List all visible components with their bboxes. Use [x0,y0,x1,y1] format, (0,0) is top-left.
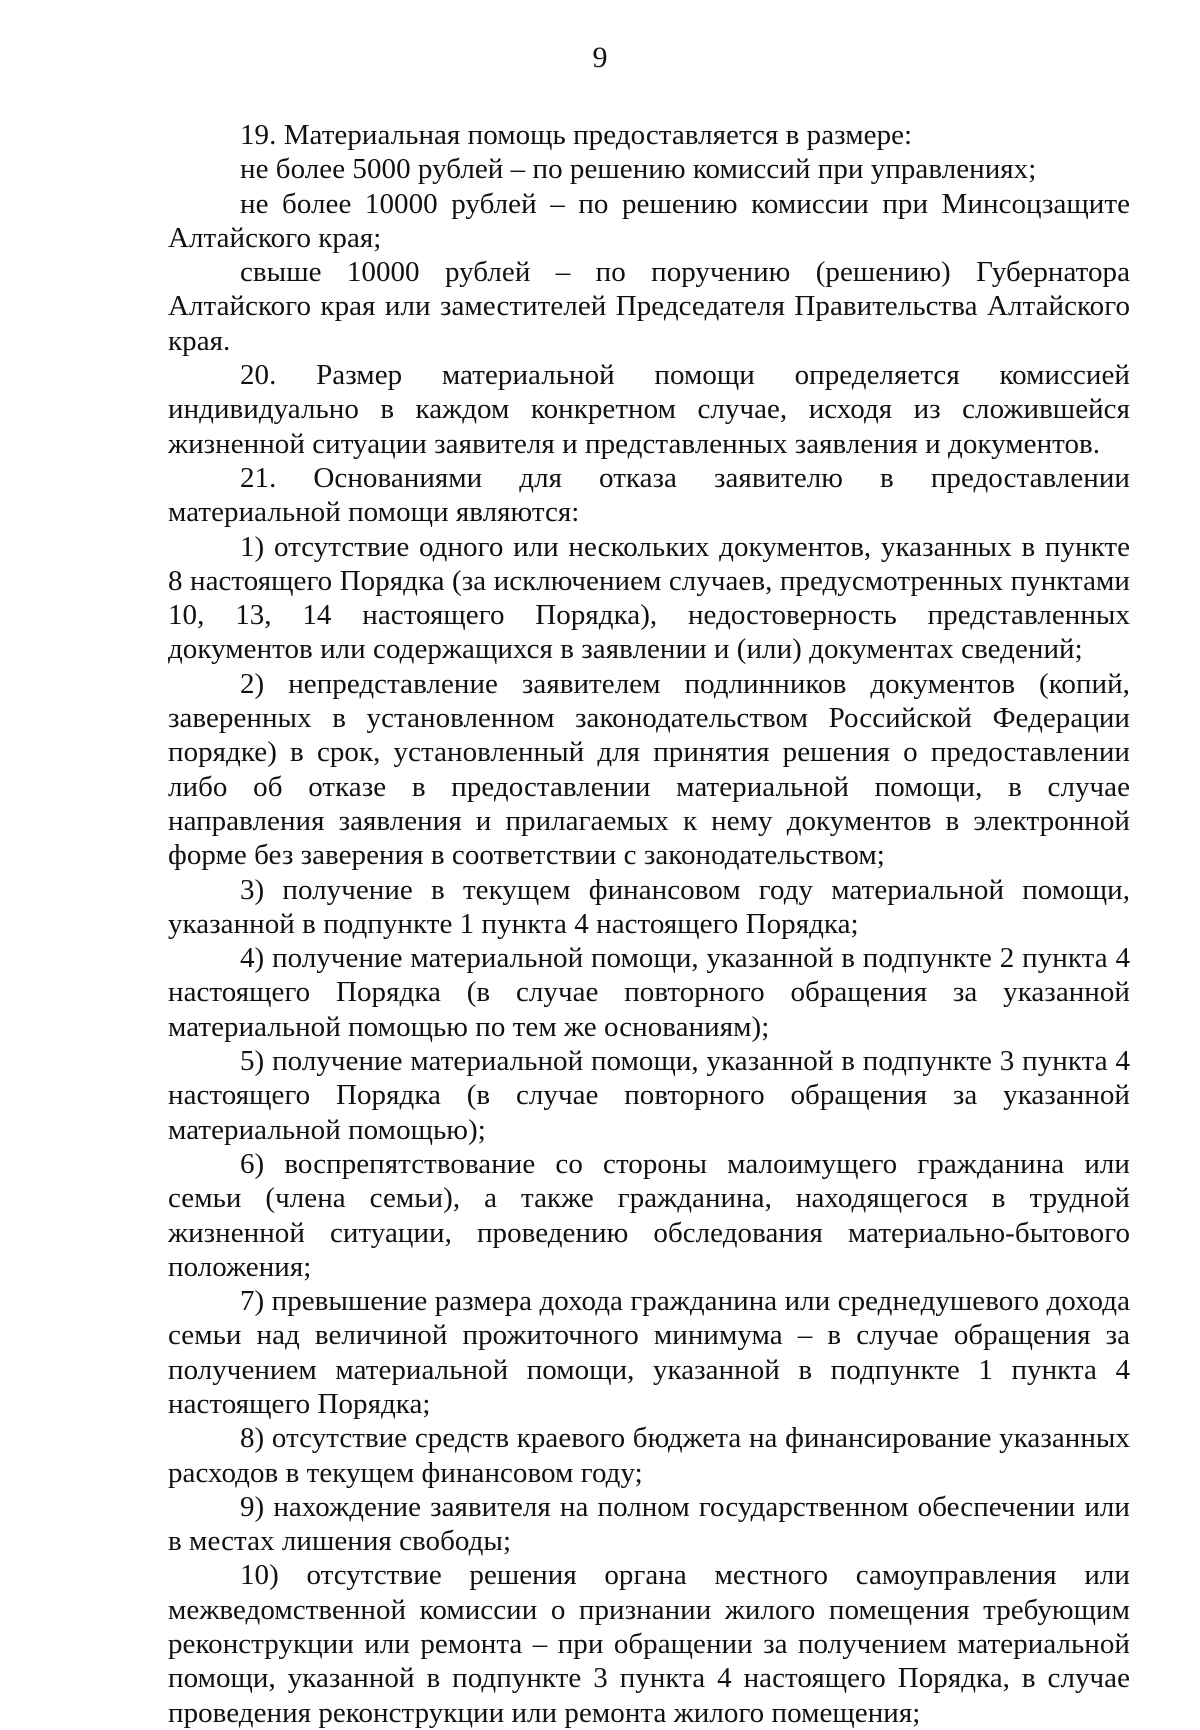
list-item-1: 1) отсутствие одного или нескольких документов, указанных в пункте 8 настоящего Порядка (за исключением случаев, предусмотренных пунктами 10, 13, 14 настоящего Порядка), недостоверность представленных документов или содержащихся в заявлении и (или) документах сведений; [168,530,1130,666]
list-item-9: 9) нахождение заявителя на полном государственном обеспечении или в местах лишения свободы; [168,1490,1130,1558]
paragraph-19: 19. Материальная помощь предоставляется в размере: [240,119,913,151]
list-item-10: 10) отсутствие решения органа местного самоуправления или межведомственной комиссии о признании жилого помещения требующим реконструкции или ремонта – при обращении за получением материальной помощи, указанной в подпункте 3 пункта 4 настоящего Порядка, в случае проведения реконструкции или ремонта жилого помещения; [168,1559,1130,1729]
list-item-5: 5) получение материальной помощи, указанной в подпункте 3 пункта 4 настоящего Порядка (в случае повторного обращения за указанной материальной помощью); [168,1045,1130,1146]
paragraph-19-limit-2: не более 10000 рублей – по решению комиссии при Минсоцзащите Алтайского края; [168,187,1130,254]
document-body [168,118,1130,1730]
list-item-3: 3) получение в текущем финансовом году материальной помощи, указанной в подпункте 1 пункта 4 настоящего Порядка; [168,873,1130,940]
page-number: 9 [592,41,608,74]
paragraph-19-limit-3: свыше 10000 рублей – по поручению (решению) Губернатора Алтайского края или заместителей Председателя Правительства Алтайского края. [168,256,1130,357]
list-item-8: 8) отсутствие средств краевого бюджета на финансирование указанных расходов в текущем финансовом году; [168,1422,1130,1489]
paragraph-21: 21. Основаниями для отказа заявителю в предоставлении материальной помощи являются: [168,461,1130,529]
paragraph-19-limit-1: не более 5000 рублей – по решению комиссий при управлениях; [240,153,1037,186]
list-item-6: 6) воспрепятствование со стороны малоимущего гражданина или семьи (члена семьи), а также гражданина, находящегося в трудной жизненной ситуации, проведению обследования материально-бытового положения; [168,1147,1130,1283]
list-item-2: 2) непредставление заявителем подлинников документов (копий, заверенных в установленном законодательством Российской Федерации порядке) в срок, установленный для принятия решения о предоставлении либо об отказе в предоставлении материальной помощи, в случае направления заявления и прилагаемых к нему документов в электронной форме без заверения в соответствии с законодательством; [168,667,1130,872]
paragraph-20: 20. Размер материальной помощи определяется комиссией индивидуально в каждом конкретном случае, исходя из сложившейся жизненной ситуации заявителя и представленных заявления и документов. [168,359,1130,460]
list-item-7: 7) превышение размера дохода гражданина или среднедушевого дохода семьи над величиной прожиточного минимума – в случае обращения за получением материальной помощи, указанной в подпункте 1 пункта 4 настоящего Порядка; [168,1285,1130,1420]
list-item-4: 4) получение материальной помощи, указанной в подпункте 2 пункта 4 настоящего Порядка (в случае повторного обращения за указанной материальной помощью по тем же основаниям); [168,942,1130,1043]
